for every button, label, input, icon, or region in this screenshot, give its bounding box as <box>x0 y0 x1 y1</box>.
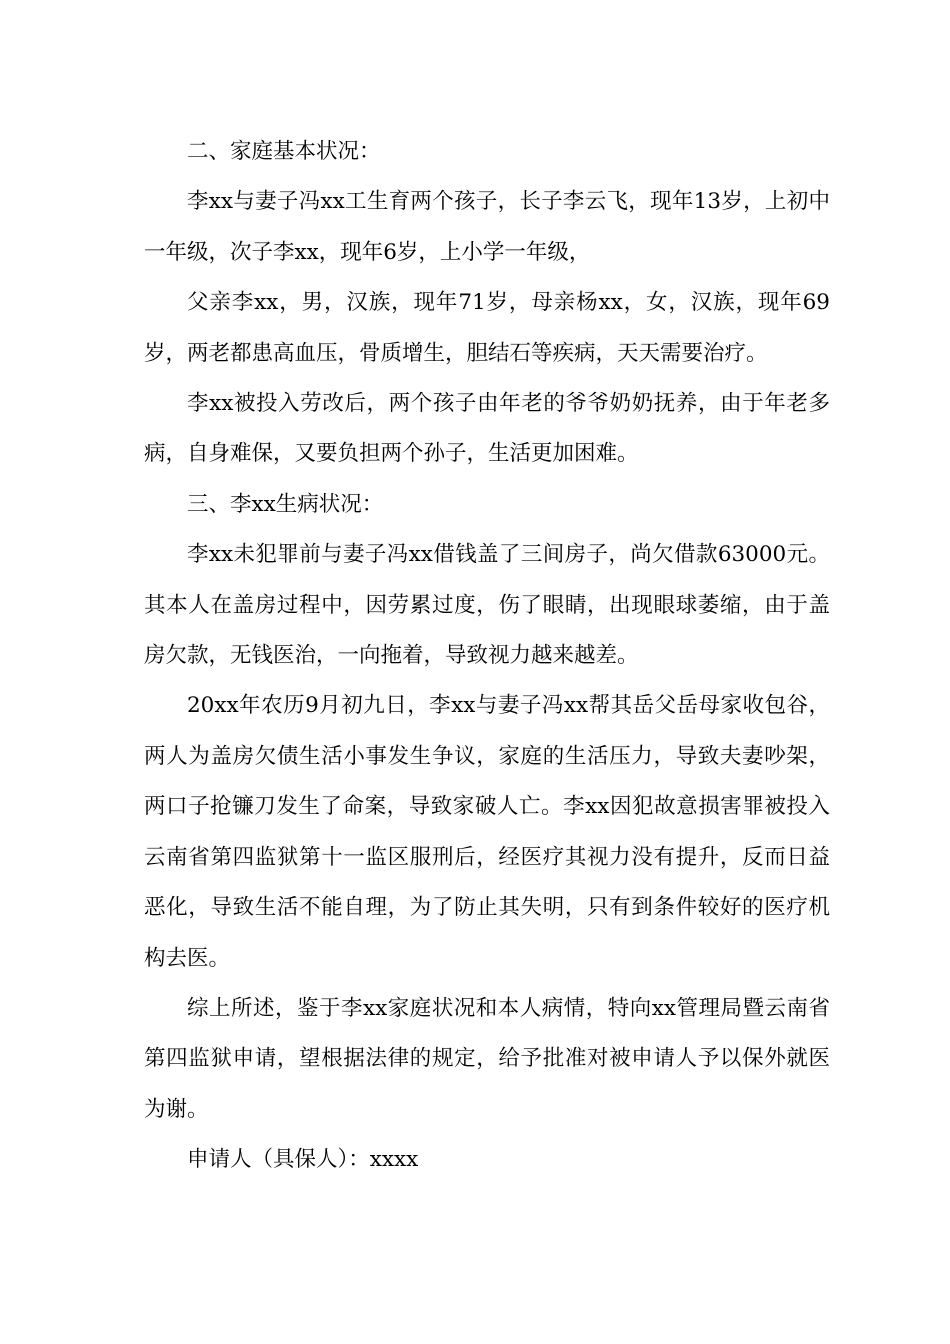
conclusion-paragraph: 综上所述，鉴于李xx家庭状况和本人病情，特向xx管理局暨云南省第四监狱申请，望根据法律的规定，给予批准对被申请人予以保外就医为谢。 <box>144 995 830 1122</box>
section-2-paragraph-children: 李xx与妻子冯xx工生育两个孩子，长子李云飞，现年13岁，上初中一年级，次子李xx，现年6岁，上小学一年级， <box>144 189 830 265</box>
section-3-heading: 三、李xx生病状况： <box>187 491 384 517</box>
section-2-paragraph-parents: 父亲李xx，男，汉族，现年71岁，母亲杨xx，女，汉族，现年69岁，两老都患高血压，骨质增生，胆结石等疾病，天天需要治疗。 <box>144 290 830 366</box>
section-2-heading: 二、家庭基本状况： <box>187 139 381 164</box>
section-3-paragraph-incident: 20xx年农历9月初九日，李xx与妻子冯xx帮其岳父岳母家收包谷，两人为盖房欠债生活小事发生争议，家庭的生活压力，导致夫妻吵架，两口子抢镰刀发生了命案，导致家破人亡。李xx因犯故意损害罪被投入云南省第四监狱第十一监区服刑后，经医疗其视力没有提升，反而日益恶化，导致生活不能自理，为了防止其失明，只有到条件较好的医疗机构去医。 <box>144 693 830 971</box>
document-body <box>144 127 830 1186</box>
section-3-paragraph-debt: 李xx未犯罪前与妻子冯xx借钱盖了三间房子，尚欠借款63000元。其本人在盖房过程中，因劳累过度，伤了眼睛，出现眼球萎缩，由于盖房欠款，无钱医治，一向拖着，导致视力越来越差。 <box>144 542 830 669</box>
applicant-signature-line: 申请人（具保人）：xxxx <box>187 1147 419 1173</box>
section-2-paragraph-hardship: 李xx被投入劳改后，两个孩子由年老的爷爷奶奶抚养，由于年老多病，自身难保，又要负担两个孙子，生活更加困难。 <box>144 391 830 467</box>
